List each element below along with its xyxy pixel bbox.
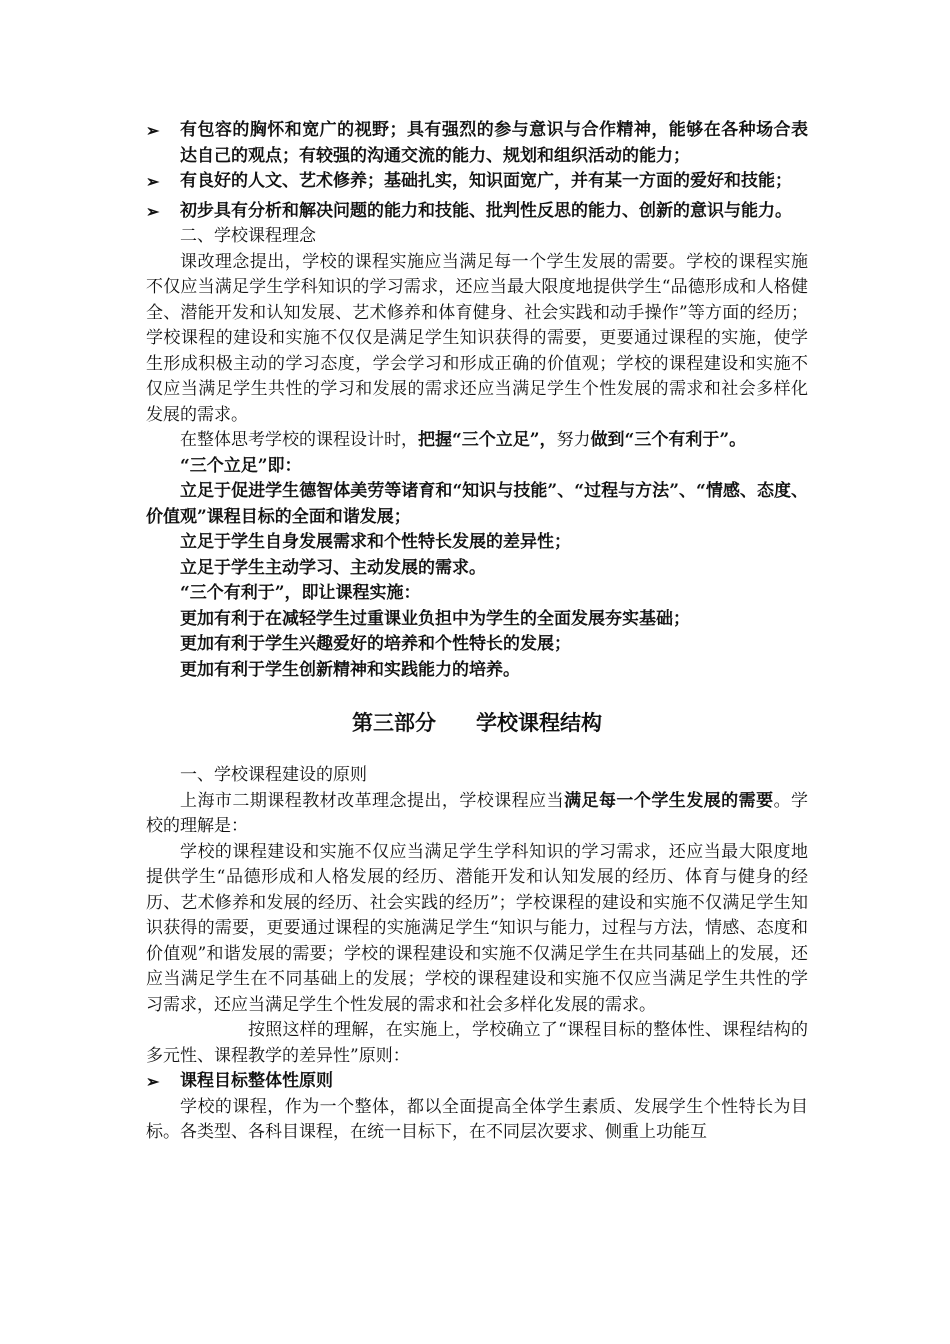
bullet-text: 初步具有分析和解决问题的能力和技能、批判性反思的能力、创新的意识与能力。: [180, 200, 792, 221]
section-title: 一、学校课程建设的原则: [180, 765, 367, 785]
principle-title: 课程目标整体性原则: [180, 1071, 333, 1091]
list-item: [146, 118, 808, 169]
list-title: “三个有利于”，即让课程实施：: [180, 583, 421, 603]
text-run-bold: 做到“三个有利于”。: [590, 430, 747, 450]
list-item: 更加有利于在减轻学生过重课业负担中为学生的全面发展夯实基础；: [180, 608, 690, 629]
part-title: 学校课程结构: [476, 711, 602, 735]
document-page: [146, 118, 808, 1146]
arrowhead-bullet-icon: ➢: [146, 201, 160, 221]
arrowhead-bullet-icon: ➢: [146, 172, 160, 191]
list-title: “三个立足”即：: [180, 455, 302, 476]
text-run: 。学校的理解是：: [146, 790, 809, 836]
text-run: 在整体思考学校的课程设计时，: [180, 430, 418, 450]
arrowhead-bullet-icon: ➢: [146, 1072, 160, 1091]
text-run: 上海市二期课程教材改革理念提出，学校课程应当: [180, 790, 565, 811]
list-item: 立足于学生自身发展需求和个性特长发展的差异性；: [180, 532, 571, 552]
bullet-text: 有良好的人文、艺术修养；基础扎实，知识面宽广，并有某一方面的爱好和技能；: [180, 171, 792, 191]
paragraph: 学校的课程，作为一个整体，都以全面提高全体学生素质、发展学生个性特长为目标。各类型、各科目课程，在统一目标下，在不同层次要求、侧重上功能互: [146, 1096, 808, 1142]
part-heading: [146, 709, 808, 737]
paragraph: 按照这样的理解，在实施上，学校确立了“课程目标的整体性、课程结构的多元性、课程教学的差异性”原则：: [146, 1020, 808, 1066]
text-run-bold: 把握“三个立足”，: [418, 430, 557, 450]
paragraph: [146, 428, 808, 454]
list-item: [146, 169, 808, 195]
arrowhead-bullet-icon: ➢: [146, 121, 160, 140]
list-item: 更加有利于学生创新精神和实践能力的培养。: [180, 659, 520, 680]
paragraph: 学校的课程建设和实施不仅应当满足学生学科知识的学习需求，还应当最大限度地提供学生“品德形成和人格发展的经历、潜能开发和认知发展的经历、体育与健身的经历、艺术修养和发展的经历、社会实践的经历”；学校课程的建设和实施不仅满足学生知识获得的需要，更要通过课程的实施满足学生“知识与能力，过程与方法，情感、态度和价值观”和谐发展的需要；学校的课程建设和实施不仅满足学生在共同基础上的发展，还应当满足学生在不同基础上的发展；学校的课程建设和实施不仅应当满足学生共性的学习需求，还应当满足学生个性发展的需求和社会多样化发展的需求。: [146, 841, 808, 1015]
bullet-text: 有包容的胸怀和宽广的视野；具有强烈的参与意识与合作精神，能够在各种场合表达自己的观点；有较强的沟通交流的能力、规划和组织活动的能力；: [180, 120, 808, 166]
list-item: 立足于学生主动学习、主动发展的需求。: [180, 557, 486, 578]
list-item: [146, 1069, 808, 1095]
paragraph: [146, 789, 808, 840]
text-run-bold: 满足每一个学生发展的需要: [564, 790, 774, 811]
list-item: 更加有利于学生兴趣爱好的培养和个性特长的发展；: [180, 634, 571, 654]
text-run: 努力: [556, 430, 591, 450]
list-item: [146, 199, 808, 225]
part-number: 第三部分: [352, 711, 436, 735]
list-item: 立足于促进学生德智体美劳等诸育和“知识与技能”、“过程与方法”、“情感、态度、价值观”课程目标的全面和谐发展；: [146, 481, 808, 527]
section-title: 二、学校课程理念: [180, 226, 316, 246]
paragraph: 课改理念提出，学校的课程实施应当满足每一个学生发展的需要。学校的课程实施不仅应当满足学生学科知识的学习需求，还应当最大限度地提供学生“品德形成和人格健全、潜能开发和认知发展、艺术修养和体育健身、社会实践和动手操作”等方面的经历；学校课程的建设和实施不仅仅是满足学生知识获得的需要，更要通过课程的实施，使学生形成积极主动的学习态度，学会学习和形成正确的价值观；学校的课程建设和实施不仅应当满足学生共性的学习和发展的需求还应当满足学生个性发展的需求和社会多样化发展的需求。: [146, 251, 808, 425]
